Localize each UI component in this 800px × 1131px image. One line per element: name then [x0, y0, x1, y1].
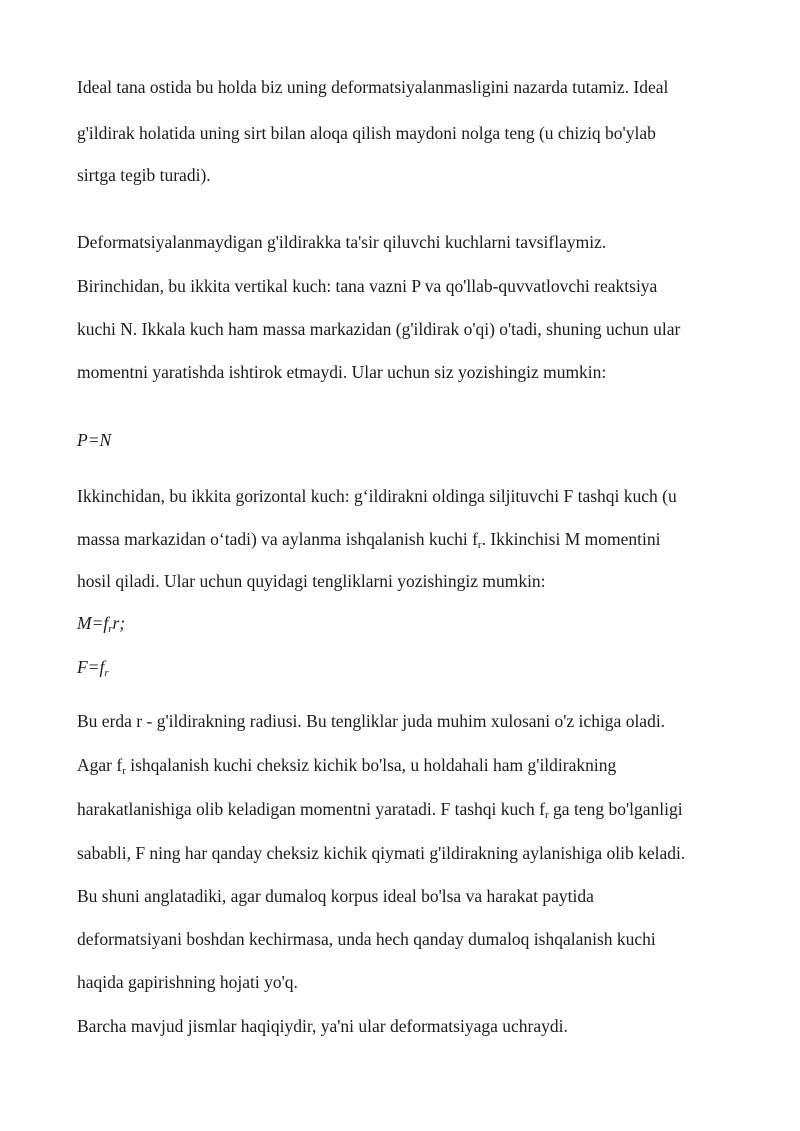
formula-segment: M=f	[77, 613, 109, 633]
subscript: r	[122, 765, 126, 777]
formula-segment: F=f	[77, 657, 105, 677]
paragraph-4-line-2	[77, 754, 616, 776]
subscript: r	[477, 539, 482, 551]
paragraph-4-line-4: sababli, F ning har qanday cheksiz kichik qiymati g'ildirakning aylanishiga olib keladi.	[77, 843, 686, 863]
formula-moment	[77, 612, 125, 634]
paragraph-1-line-3: sirtga tegib turadi).	[77, 165, 211, 185]
subscript: r	[104, 667, 109, 679]
text-segment: ga teng bo'lganligi	[548, 799, 683, 819]
formula-force	[77, 656, 109, 678]
paragraph-2-line-2: Birinchidan, bu ikkita vertikal kuch: tana vazni P va qo'llab-quvvatlovchi reaktsiya	[77, 276, 658, 296]
subscript: r	[545, 809, 549, 821]
paragraph-4-line-3	[77, 798, 683, 820]
paragraph-2-line-3: kuchi N. Ikkala kuch ham massa markazidan (g'ildirak o'qi) o'tadi, shuning uchun ular	[77, 319, 681, 339]
text-segment: harakatlanishiga olib keladigan momentni yaratadi. F tashqi kuch f	[77, 799, 545, 819]
formula-segment: r;	[112, 613, 126, 633]
text-segment: massa markazidan o‘tadi) va aylanma ishqalanish kuchi f	[77, 529, 478, 549]
paragraph-2-line-1: Deformatsiyalanmaydigan g'ildirakka ta'sir qiluvchi kuchlarni tavsiflaymiz.	[77, 232, 607, 252]
formula-p-equals-n: P=N	[77, 430, 112, 450]
paragraph-4-line-7: haqida gapirishning hojati yo'q.	[77, 972, 298, 992]
paragraph-3-line-3: hosil qiladi. Ular uchun quyidagi tengliklarni yozishingiz mumkin:	[77, 571, 546, 591]
text-segment: Agar f	[77, 755, 123, 775]
paragraph-4-line-1: Bu erda r - g'ildirakning radiusi. Bu tengliklar juda muhim xulosani o'z ichiga oladi.	[77, 711, 666, 731]
paragraph-4-line-6: deformatsiyani boshdan kechirmasa, unda hech qanday dumaloq ishqalanish kuchi	[77, 929, 656, 949]
paragraph-1-line-1: Ideal tana ostida bu holda biz uning deformatsiyalanmasligini nazarda tutamiz. Ideal	[77, 77, 669, 97]
paragraph-3-line-2	[77, 528, 660, 550]
paragraph-4-line-5: Bu shuni anglatadiki, agar dumaloq korpus ideal bo'lsa va harakat paytida	[77, 886, 594, 906]
paragraph-1-line-2: g'ildirak holatida uning sirt bilan aloqa qilish maydoni nolga teng (u chiziq bo'ylab	[77, 123, 656, 143]
subscript: r	[108, 623, 113, 635]
text-segment: ishqalanish kuchi cheksiz kichik bo'lsa, u holdahali ham g'ildirakning	[125, 755, 617, 775]
paragraph-5-line-1: Barcha mavjud jismlar haqiqiydir, ya'ni ular deformatsiyaga uchraydi.	[77, 1016, 568, 1036]
paragraph-2-line-4: momentni yaratishda ishtirok etmaydi. Ular uchun siz yozishingiz mumkin:	[77, 362, 607, 382]
paragraph-3-line-1: Ikkinchidan, bu ikkita gorizontal kuch: g‘ildirakni oldinga siljituvchi F tashqi kuch (u	[77, 486, 677, 506]
text-segment: . Ikkinchisi M momentini	[481, 529, 661, 549]
